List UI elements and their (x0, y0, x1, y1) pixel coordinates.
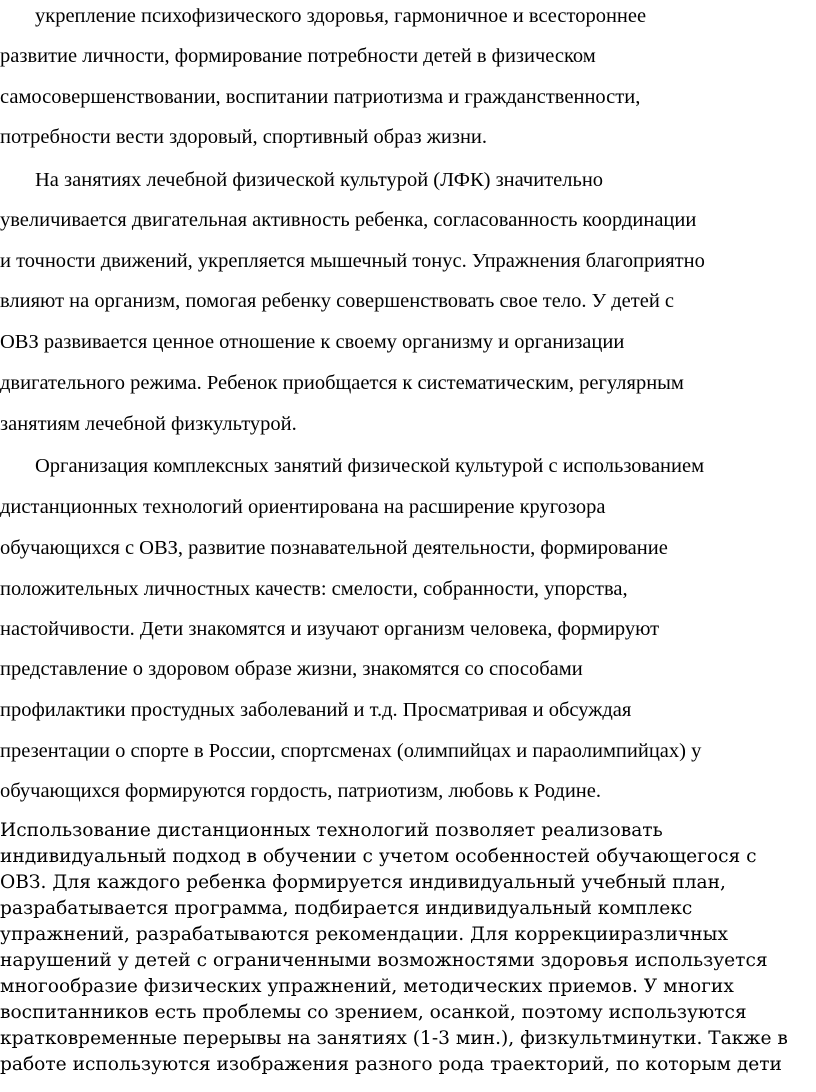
text-line: настойчивости. Дети знакомятся и изучают организм человека, формируют (0, 618, 660, 640)
text-line: индивидуальный подход в обучении с учетом особенностей обучающегося с (0, 846, 757, 867)
text-line: многообразие физических упражнений, методических приемов. У многих (0, 976, 734, 997)
text-line: кратковременные перерывы на занятиях (1-3 мин.), физкультминутки. Также в (0, 1028, 788, 1049)
text-line: ОВЗ развивается ценное отношение к своему организму и организации (0, 331, 625, 353)
text-line: обучающихся с ОВЗ, развитие познавательной деятельности, формирование (0, 537, 668, 559)
text-line: Использование дистанционных технологий позволяет реализовать (0, 820, 663, 841)
text-line: упражнений, разрабатываются рекомендации. Для коррекцииразличных (0, 924, 728, 945)
text-line: потребности вести здоровый, спортивный образ жизни. (0, 126, 488, 148)
text-line: работе используются изображения разного рода траекторий, по которым дети (0, 1054, 782, 1075)
text-line: воспитанников есть проблемы со зрением, осанкой, поэтому используются (0, 1002, 747, 1023)
text-line: обучающихся формируются гордость, патриотизм, любовь к Родине. (0, 780, 601, 802)
text-line: ОВЗ. Для каждого ребенка формируется индивидуальный учебный план, (0, 872, 726, 893)
text-line: увеличивается двигательная активность ребенка, согласованность координации (0, 209, 697, 231)
text-line: нарушений у детей с ограниченными возможностями здоровья используется (0, 950, 768, 971)
text-line: Организация комплексных занятий физической культурой с использованием (35, 455, 705, 477)
text-line: положительных личностных качеств: смелости, собранности, упорства, (0, 578, 628, 600)
text-line: презентации о спорте в России, спортсменах (олимпийцах и параолимпийцах) у (0, 740, 702, 762)
text-line: дистанционных технологий ориентирована на расширение кругозора (0, 496, 606, 518)
text-line: развитие личности, формирование потребности детей в физическом (0, 45, 596, 67)
text-line: самосовершенствовании, воспитании патриотизма и гражданственности, (0, 86, 641, 108)
text-line: двигательного режима. Ребенок приобщается к систематическим, регулярным (0, 372, 684, 394)
text-line: занятиям лечебной физкультурой. (0, 413, 297, 435)
text-line: разрабатывается программа, подбирается индивидуальный комплекс (0, 898, 693, 919)
text-line: укрепление психофизического здоровья, гармоничное и всестороннее (35, 5, 647, 27)
text-line: профилактики простудных заболеваний и т.д. Просматривая и обсуждая (0, 699, 632, 721)
text-line: На занятиях лечебной физической культурой (ЛФК) значительно (35, 169, 604, 191)
text-line: влияют на организм, помогая ребенку совершенствовать свое тело. У детей с (0, 290, 675, 312)
text-line: и точности движений, укрепляется мышечный тонус. Упражнения благоприятно (0, 250, 705, 272)
text-line: представление о здоровом образе жизни, знакомятся со способами (0, 658, 583, 680)
